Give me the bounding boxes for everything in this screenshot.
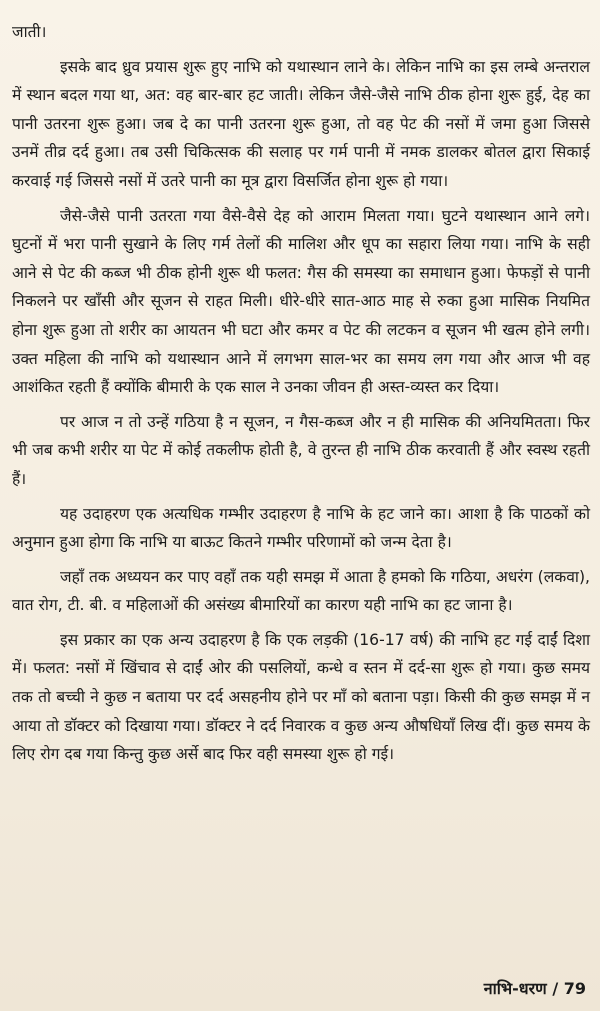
footer-separator: /	[552, 979, 559, 998]
running-title: नाभि-धरण	[483, 979, 547, 998]
page-footer	[484, 977, 586, 999]
page-number: 79	[563, 979, 586, 998]
paragraph: यह उदाहरण एक अत्यधिक गम्भीर उदाहरण है नाभि के हट जाने का। आशा है कि पाठकों को अनुमान हुआ होगा कि नाभि या बाऊट कितने गम्भीर परिणामों को जन्म देता है।	[12, 504, 590, 552]
paragraph-continuation: जाती।	[12, 23, 47, 41]
paragraph: इसके बाद ध्रुव प्रयास शुरू हुए नाभि को यथास्थान लाने के। लेकिन नाभि का इस लम्बे अन्तराल में स्थान बदल गया था, अत: वह बार-बार हट जाती। लेकिन जैसे-जैसे नाभि ठीक होना शुरू हुई, देह का पानी उतरना शुरू हुआ। जब दे का पानी उतरना शुरू हुआ, तो वह पेट की नसों में जमा हुआ जिससे उनमें तीव्र दर्द हुआ। तब उसी चिकित्सक की सलाह पर गर्म पानी में नमक डालकर बोतल द्वारा सिकाई करवाई गई जिससे नसों में उतरे पानी का मूत्र द्वारा विसर्जित होना शुरू हो गया।	[12, 57, 590, 190]
paragraph: पर आज न तो उन्हें गठिया है न सूजन, न गैस-कब्ज और न ही मासिक की अनियमितता। फिर भी जब कभी शरीर या पेट में कोई तकलीफ होती है, वे तुरन्त ही नाभि ठीक करवाती हैं और स्वस्थ रहती हैं।	[12, 412, 590, 488]
body-text	[12, 18, 590, 775]
paragraph: इस प्रकार का एक अन्य उदाहरण है कि एक लड़की (16-17 वर्ष) की नाभि हट गई दाईं दिशा में। फलत: नसों में खिंचाव से दाईं ओर की पसलियों, कन्धे व स्तन में दर्द-सा शुरू हो गया। कुछ समय तक तो बच्ची ने कुछ न बताया पर दर्द असहनीय होने पर माँ को बताना पड़ा। किसी की कुछ समझ में न आया तो डॉक्टर को दिखाया गया। डॉक्टर ने दर्द निवारक व कुछ अन्य औषधियाँ लिख दीं। कुछ समय के लिए रोग दब गया किन्तु कुछ अर्से बाद फिर वही समस्या शुरू हो गई।	[12, 630, 590, 764]
paragraph: जैसे-जैसे पानी उतरता गया वैसे-वैसे देह को आराम मिलता गया। घुटने यथास्थान आने लगे। घुटनों में भरा पानी सुखाने के लिए गर्म तेलों की मालिश और धूप का सहारा लिया गया। नाभि के सही आने से पेट की कब्ज भी ठीक होनी शुरू थी फलत: गैस की समस्या का समाधान हुआ। फेफड़ों से पानी निकलने पर खाँसी और सूजन से राहत मिली। धीरे-धीरे सात-आठ माह से रुका हुआ मासिक नियमित होना शुरू हुआ तो शरीर का आयतन भी घटा और कमर व पेट की लटकन व सूजन भी खत्म होने लगी। उक्त महिला की नाभि को यथास्थान आने में लगभग साल-भर का समय लग गया और आज भी वह आशंकित रहती हैं क्योंकि बीमारी के एक साल ने उनका जीवन ही अस्त-व्यस्त कर दिया।	[12, 206, 590, 397]
paragraph: जहाँ तक अध्ययन कर पाए वहाँ तक यही समझ में आता है हमको कि गठिया, अधरंग (लकवा), वात रोग, टी. बी. व महिलाओं की असंख्य बीमारियों का कारण यही नाभि का हट जाना है।	[12, 567, 590, 615]
